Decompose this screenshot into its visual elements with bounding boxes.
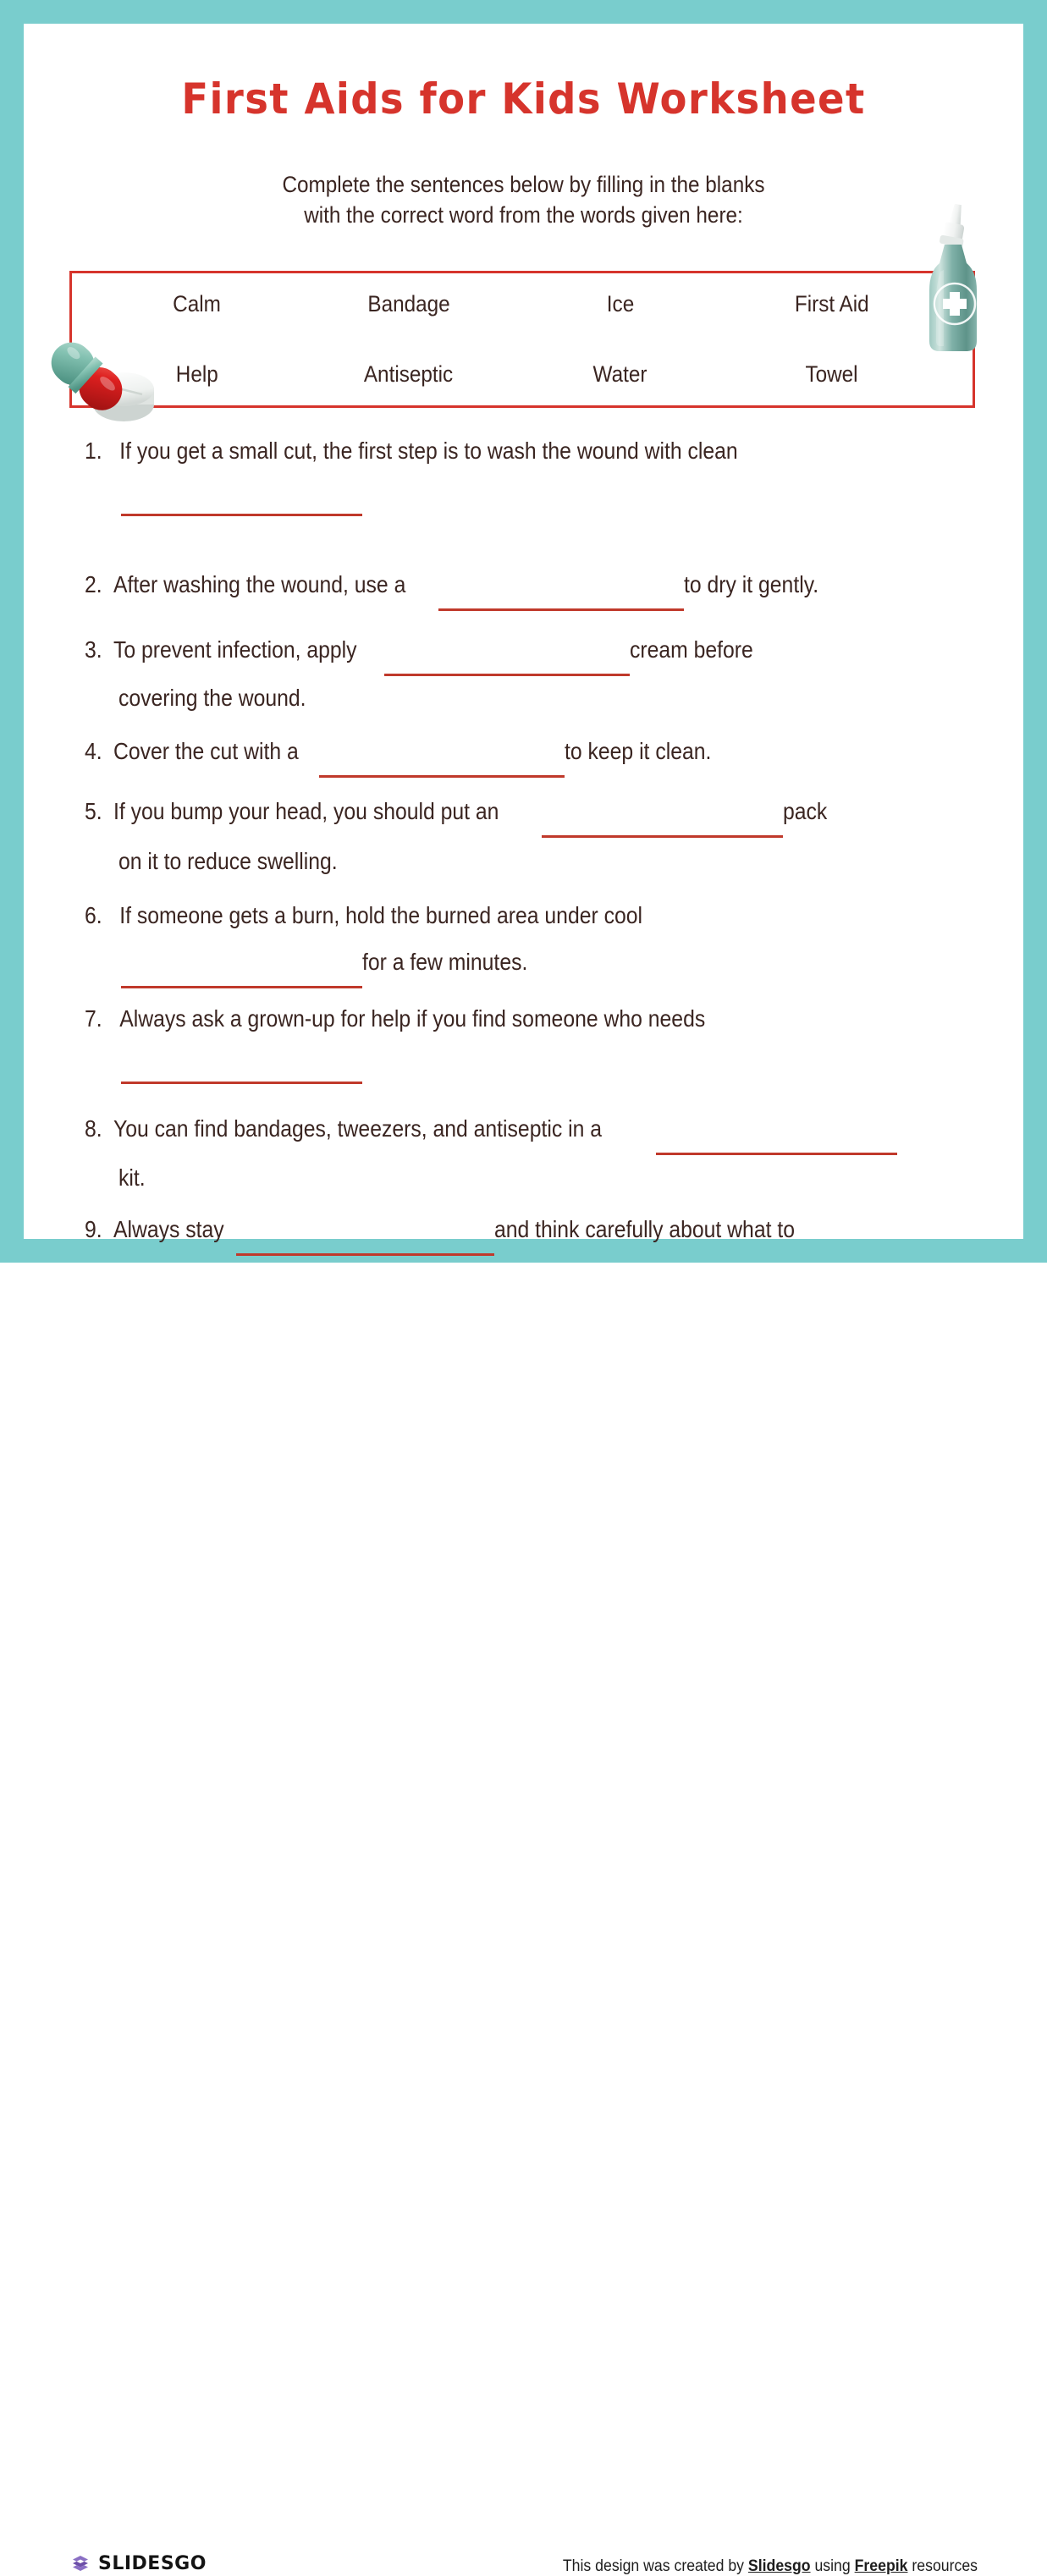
question-2-number: 2. <box>85 571 102 597</box>
question-8-number: 8. <box>85 1115 102 1142</box>
credit-prefix: This design was created by <box>562 2557 748 2575</box>
question-2-blank[interactable] <box>438 570 684 598</box>
question-5-blank[interactable] <box>542 797 783 825</box>
slidesgo-logo[interactable] <box>69 2552 207 2574</box>
question-4-number: 4. <box>85 738 102 764</box>
question-5 <box>85 797 982 875</box>
question-1-number: 1. <box>85 438 102 464</box>
credit-slidesgo-link[interactable]: Slidesgo <box>747 2557 811 2575</box>
question-1-text: If you get a small cut, the first step is to wash the wound with clean <box>119 438 738 464</box>
question-7-text: Always ask a grown-up for help if you find someone who needs <box>119 1005 706 1032</box>
question-7 <box>85 1005 982 1084</box>
question-1-blank[interactable] <box>121 514 362 516</box>
word-bank-item-7: Towel <box>805 361 859 387</box>
question-4-text-before: Cover the cut with a <box>113 738 299 764</box>
instructions-line-2: with the correct word from the words given here: <box>304 202 743 228</box>
question-9-number: 9. <box>85 1216 102 1242</box>
question-3-text-line2: covering the wound. <box>118 685 306 711</box>
question-8-text-line2: kit. <box>118 1164 146 1191</box>
credit-middle: using <box>810 2557 855 2575</box>
word-bank-item-4: Help <box>176 361 218 387</box>
question-9-text-after: and think carefully about what to <box>494 1216 796 1242</box>
credit-suffix: resources <box>907 2557 978 2575</box>
credit-freepik-link[interactable]: Freepik <box>854 2557 908 2575</box>
question-6-text-line2: for a few minutes. <box>362 949 528 975</box>
question-7-blank[interactable] <box>121 1082 362 1084</box>
question-3-number: 3. <box>85 636 102 663</box>
word-bank-item-2: Ice <box>606 291 635 316</box>
word-bank-item-3: First Aid <box>795 291 869 316</box>
question-5-text-line2: on it to reduce swelling. <box>118 848 338 874</box>
questions-list <box>85 437 982 1292</box>
page-footer <box>0 1263 1047 2575</box>
instructions-line-1: Complete the sentences below by filling in the blanks <box>282 172 765 197</box>
question-2-text-before: After washing the wound, use a <box>113 571 406 597</box>
question-6-number: 6. <box>85 902 102 928</box>
question-6 <box>85 901 982 976</box>
word-bank-item-6: Water <box>593 361 647 387</box>
question-8-text-before: You can find bandages, tweezers, and antiseptic in a <box>113 1115 602 1142</box>
question-3-text-after: cream before <box>629 636 753 663</box>
word-bank-item-0: Calm <box>173 291 222 316</box>
word-bank-item-5: Antiseptic <box>364 361 454 387</box>
question-5-text-before: If you bump your head, you should put an <box>113 798 499 824</box>
question-4 <box>85 737 982 765</box>
word-bank-item-1: Bandage <box>367 291 450 316</box>
slidesgo-mark-icon <box>69 2552 91 2574</box>
question-4-text-after: to keep it clean. <box>565 738 712 764</box>
question-8 <box>85 1115 982 1192</box>
slidesgo-logo-text: SLIDESGO <box>98 2552 207 2574</box>
instructions <box>52 169 995 230</box>
design-credit <box>563 2557 978 2576</box>
page-title: First Aids for Kids Worksheet <box>181 74 866 124</box>
antiseptic-bottle-icon <box>912 199 994 360</box>
question-3-blank[interactable] <box>384 636 630 663</box>
question-3 <box>85 636 982 712</box>
question-5-number: 5. <box>85 798 102 824</box>
question-4-blank[interactable] <box>319 737 565 765</box>
pill-capsule-icon <box>34 332 169 421</box>
word-bank-words <box>91 269 938 410</box>
question-2-text-after: to dry it gently. <box>683 571 818 597</box>
question-1 <box>85 437 982 516</box>
question-6-text-line1: If someone gets a burn, hold the burned area under cool <box>119 902 643 928</box>
question-8-blank[interactable] <box>656 1115 897 1142</box>
question-9-text-before: Always stay <box>113 1216 224 1242</box>
question-2 <box>85 570 982 598</box>
question-5-text-after: pack <box>783 798 828 824</box>
question-7-number: 7. <box>85 1005 102 1032</box>
question-6-blank[interactable] <box>121 948 362 976</box>
question-9-blank[interactable] <box>236 1215 494 1243</box>
question-3-text-before: To prevent infection, apply <box>113 636 357 663</box>
